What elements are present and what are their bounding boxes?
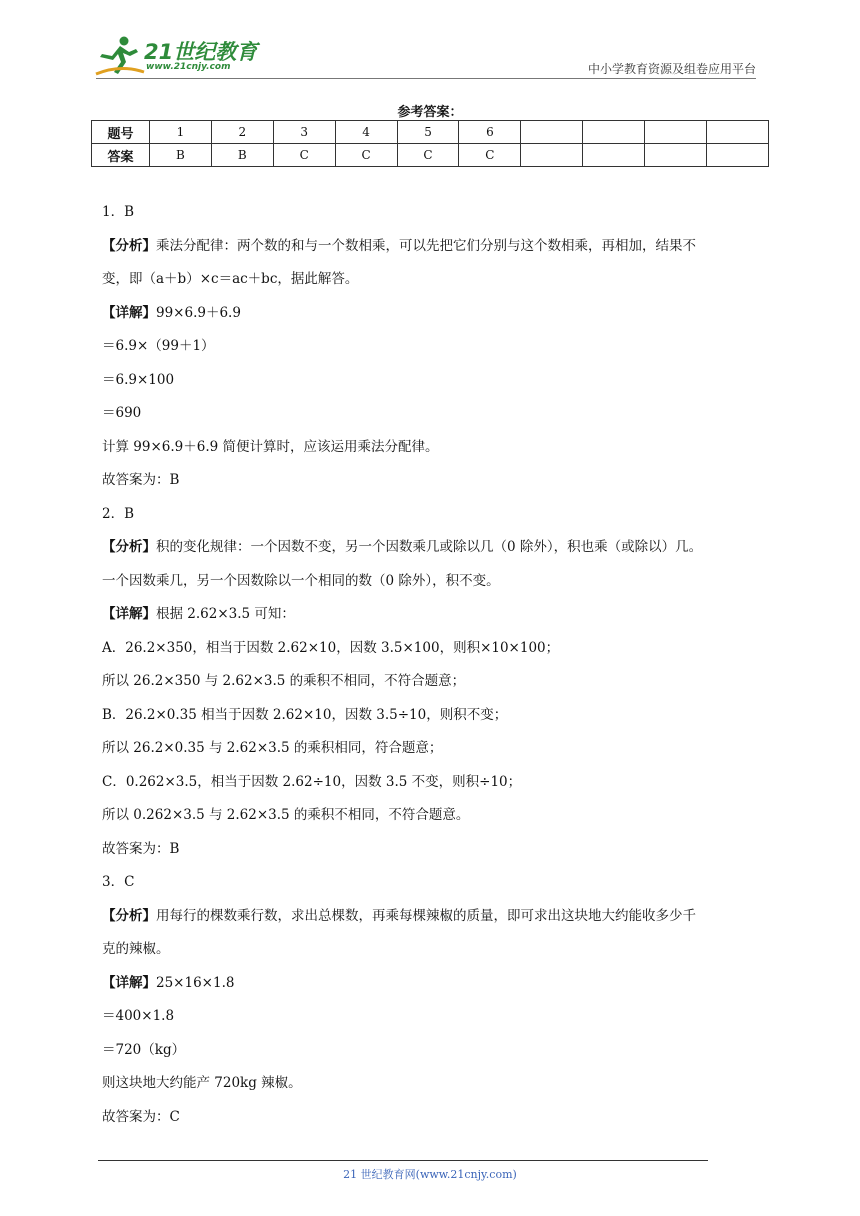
solution-body: [102, 196, 772, 1134]
calculation-step: ＝690: [102, 405, 142, 421]
answer-cell: [521, 144, 583, 167]
option-conclusion: 所以 26.2×350 与 2.62×3.5 的乘积不相同，不符合题意；: [102, 673, 466, 689]
answer-cell: C: [397, 144, 459, 167]
row-label-answer: 答案: [92, 144, 150, 167]
detail-line: [102, 297, 772, 331]
calculation-step: ＝6.9×（99＋1）: [102, 338, 215, 354]
header-divider: [96, 78, 756, 79]
question-number: 6: [459, 121, 521, 144]
section-text: 乘法分配律：两个数的和与一个数相乘，可以先把它们分别与这个数相乘，再相加，结果不: [156, 237, 696, 254]
answer-cell: B: [150, 144, 212, 167]
footer-divider: [98, 1160, 708, 1161]
answer-key-table: [91, 120, 769, 167]
site-logo: [94, 34, 264, 78]
section-text: 99×6.9＋6.9: [156, 304, 241, 321]
question-number: 4: [335, 121, 397, 144]
question-heading: 2．B: [102, 505, 135, 522]
section-tag: 【详解】: [102, 974, 156, 991]
final-answer: 故答案为：B: [102, 472, 180, 488]
analysis-line: 一个因数乘几，另一个因数除以一个相同的数（0 除外），积不变。: [102, 572, 500, 589]
analysis-line: 变，即（a＋b）×c＝ac＋bc，据此解答。: [102, 271, 359, 287]
runner-logo-icon: [94, 34, 146, 78]
option-analysis: B．26.2×0.35 相当于因数 2.62×10，因数 3.5÷10，则积不变；: [102, 706, 508, 723]
answer-cell: B: [211, 144, 273, 167]
calculation-step: ＝6.9×100: [102, 371, 175, 388]
detail-line: [102, 598, 772, 632]
analysis-line: [102, 531, 772, 565]
detail-line: [102, 967, 772, 1001]
footer-text: 21 世纪教育网(www.21cnjy.com): [343, 1168, 517, 1181]
answer-cell: C: [459, 144, 521, 167]
option-conclusion: 所以 26.2×0.35 与 2.62×3.5 的乘积相同，符合题意；: [102, 740, 443, 756]
question-number: 3: [273, 121, 335, 144]
explanation-line: 计算 99×6.9＋6.9 简便计算时，应该运用乘法分配律。: [102, 438, 439, 455]
analysis-line: [102, 230, 772, 264]
option-conclusion: 所以 0.262×3.5 与 2.62×3.5 的乘积不相同，不符合题意。: [102, 807, 470, 823]
question-heading: 3．C: [102, 874, 135, 890]
question-number: 2: [211, 121, 273, 144]
question-number: [707, 121, 769, 144]
explanation-line: 则这块地大约能产 720kg 辣椒。: [102, 1075, 302, 1091]
answer-cell: [583, 144, 645, 167]
analysis-line: 克的辣椒。: [102, 941, 170, 957]
section-tag: 【分析】: [102, 237, 156, 254]
section-tag: 【详解】: [102, 606, 156, 622]
question-number: 1: [150, 121, 212, 144]
page-header: [0, 0, 860, 80]
option-analysis: C．0.262×3.5，相当于因数 2.62÷10，因数 3.5 不变，则积÷10；: [102, 773, 522, 790]
section-tag: 【分析】: [102, 539, 156, 555]
section-text: 用每行的棵数乘行数，求出总棵数，再乘每棵辣椒的质量，即可求出这块地大约能收多少千: [156, 907, 696, 924]
answer-row: [92, 144, 769, 167]
final-answer: 故答案为：B: [102, 840, 180, 857]
option-analysis: A．26.2×350，相当于因数 2.62×10，因数 3.5×100，则积×10×100；: [102, 639, 560, 656]
section-text: 根据 2.62×3.5 可知：: [156, 606, 295, 622]
answer-cell: C: [335, 144, 397, 167]
final-answer: 故答案为：C: [102, 1108, 180, 1125]
answer-cell: [645, 144, 707, 167]
row-label-number: 题号: [92, 121, 150, 144]
logo-text: 21世纪教育: [144, 40, 258, 64]
section-tag: 【详解】: [102, 304, 156, 321]
question-number: [583, 121, 645, 144]
answer-cell: C: [273, 144, 335, 167]
question-number: 5: [397, 121, 459, 144]
section-text: 25×16×1.8: [156, 974, 235, 991]
section-text: 积的变化规律：一个因数不变，另一个因数乘几或除以几（0 除外），积也乘（或除以）几。: [156, 539, 703, 555]
question-number: [521, 121, 583, 144]
analysis-line: [102, 900, 772, 934]
calculation-step: ＝400×1.8: [102, 1008, 175, 1024]
answer-key-title: 参考答案：: [397, 105, 463, 120]
question-heading: 1．B: [102, 204, 135, 220]
platform-name: 中小学教育资源及组卷应用平台: [587, 62, 756, 76]
logo-url: www.21cnjy.com: [146, 62, 231, 72]
calculation-step: ＝720（kg）: [102, 1041, 186, 1058]
question-number-row: [92, 121, 769, 144]
answer-cell: [707, 144, 769, 167]
question-number: [645, 121, 707, 144]
section-tag: 【分析】: [102, 907, 156, 924]
